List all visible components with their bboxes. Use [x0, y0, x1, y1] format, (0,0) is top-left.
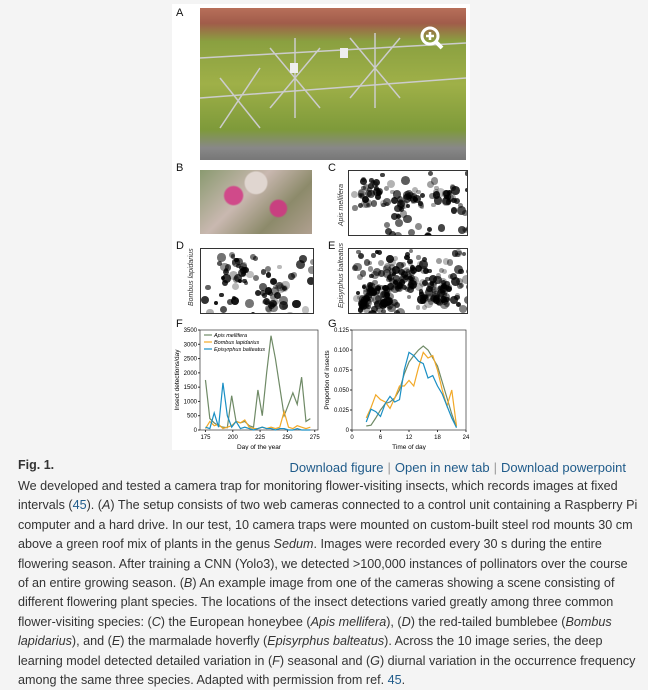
detection-dot [462, 275, 468, 284]
detection-dot [407, 286, 414, 293]
panel-label-g: G [328, 318, 337, 330]
detection-dot [436, 258, 442, 264]
detection-dot [368, 261, 372, 265]
d-ylabel: Bombus lapidarius [188, 248, 195, 306]
detection-dot [393, 281, 402, 290]
detection-dot [403, 275, 408, 280]
panel-label-d: D [176, 240, 184, 252]
detection-dot [409, 249, 413, 253]
detection-dot [401, 262, 406, 267]
detection-dot [404, 193, 411, 200]
detection-dot [413, 195, 421, 203]
chart-g-diurnal [322, 326, 470, 450]
detection-dot [416, 255, 420, 259]
detection-dot [296, 260, 305, 269]
detection-dot [373, 179, 380, 186]
detection-dot [394, 232, 402, 236]
detection-dot [451, 207, 457, 213]
detection-dot [219, 293, 223, 297]
figure-links: Download figure | Open in new tab | Download powerpoint [289, 460, 626, 475]
zoom-in-icon[interactable] [420, 26, 444, 50]
x-tick-label: 6 [378, 435, 383, 441]
detection-dot [428, 171, 433, 176]
detections-apis [348, 170, 468, 236]
detection-dot [381, 290, 389, 298]
detection-dot [371, 200, 378, 207]
detection-dot [381, 301, 385, 305]
detection-dot [363, 184, 369, 190]
detection-dot [422, 305, 427, 310]
y-axis-label: Proportion of insects [324, 350, 331, 410]
detection-dot [352, 265, 358, 271]
panel-label-b: B [176, 162, 184, 174]
detection-dot [274, 292, 281, 299]
detection-dot [465, 188, 468, 192]
panel-label-e: E [328, 240, 336, 252]
detection-dot [455, 293, 461, 299]
detection-dot [446, 285, 452, 291]
detection-dot [232, 258, 241, 267]
y-tick-label: 2500 [183, 356, 197, 363]
x-tick-label: 0 [350, 435, 354, 441]
photo-flowering-plants [200, 170, 312, 234]
detection-dot [458, 269, 463, 274]
panel-label-f: F [176, 318, 183, 330]
figure-image[interactable] [172, 4, 470, 450]
detection-dot [308, 266, 314, 274]
detection-dot [415, 223, 422, 230]
detection-dot [431, 203, 436, 208]
y-tick-label: 3500 [183, 328, 197, 334]
detection-dot [205, 285, 211, 291]
legend-entry: Bombus lapidarius [214, 340, 260, 346]
x-tick-label: 24 [462, 435, 470, 441]
x-tick-label: 18 [434, 435, 441, 441]
detection-dot [231, 254, 236, 259]
y-axis-label: Insect detections/day [174, 349, 181, 411]
x-tick-label: 275 [309, 435, 320, 441]
detection-dot [452, 250, 458, 256]
detection-dot [242, 279, 247, 284]
detection-dot [407, 295, 411, 299]
detection-dot [420, 266, 428, 274]
figure-number: Fig. 1. [18, 458, 55, 472]
x-tick-label: 175 [200, 435, 211, 441]
detection-dot [250, 254, 256, 260]
c-ylabel: Apis mellifera [338, 183, 345, 226]
figure-caption [18, 456, 638, 688]
detection-dot [393, 256, 398, 261]
detection-dot [406, 204, 410, 208]
detection-dot [464, 296, 468, 304]
detection-dot [466, 269, 468, 275]
detection-dot [427, 227, 432, 232]
detection-dot [266, 272, 271, 277]
detection-dot [438, 224, 446, 232]
detection-dot [408, 229, 415, 236]
detection-dot [386, 277, 392, 283]
y-tick-label: 0.075 [333, 368, 349, 374]
detection-dot [310, 259, 314, 265]
detection-dot [255, 290, 261, 296]
ref-link[interactable]: 45 [387, 673, 402, 688]
y-tick-label: 0.100 [333, 348, 349, 354]
detection-dot [440, 300, 449, 309]
detection-dot [292, 300, 300, 308]
x-tick-label: 200 [227, 435, 238, 441]
ref-link[interactable]: 45 [72, 498, 87, 513]
detection-dot [447, 194, 455, 202]
detection-dot [422, 294, 429, 301]
detection-dot [400, 210, 407, 217]
detection-dot [269, 304, 277, 312]
detection-dot [302, 306, 310, 314]
detection-dot [245, 299, 254, 308]
download-powerpoint-link[interactable]: Download powerpoint [500, 460, 626, 475]
detection-dot [265, 287, 272, 294]
detection-dot [367, 203, 371, 207]
detection-dot [450, 273, 457, 280]
detection-dot [288, 273, 295, 280]
detection-dot [214, 301, 219, 306]
detections-episyrphus [348, 248, 468, 314]
detection-dot [232, 283, 239, 290]
detection-dot [358, 253, 364, 259]
detection-dot [458, 203, 463, 208]
detection-dot [392, 266, 400, 274]
detections-bombus [200, 248, 314, 314]
y-tick-label: 2000 [183, 370, 197, 377]
legend-entry: Episyrphus balteatus [214, 347, 266, 353]
y-tick-label: 1000 [183, 399, 197, 406]
detection-dot [447, 259, 453, 265]
detection-dot [416, 305, 421, 310]
detection-dot [427, 269, 431, 273]
detection-dot [424, 233, 431, 236]
detection-dot [434, 186, 439, 191]
detection-dot [231, 297, 239, 305]
x-axis-label: Time of day [392, 444, 426, 450]
download-figure-link[interactable]: Download figure [289, 460, 384, 475]
detection-dot [270, 278, 277, 285]
y-tick-label: 500 [186, 413, 197, 420]
detection-dot [352, 205, 357, 210]
detection-dot [395, 219, 403, 227]
detection-dot [391, 213, 398, 220]
x-tick-label: 250 [282, 435, 293, 441]
y-tick-label: 0 [193, 428, 197, 434]
detection-dot [201, 296, 209, 304]
y-tick-label: 3000 [183, 342, 197, 349]
y-tick-label: 0.050 [333, 388, 349, 394]
y-tick-label: 0 [345, 428, 349, 434]
detection-dot [206, 309, 213, 314]
detection-dot [253, 275, 259, 281]
detection-dot [420, 193, 425, 198]
chart-f-seasonal [172, 326, 322, 450]
detection-dot [431, 177, 439, 185]
detection-dot [466, 284, 468, 291]
detection-dot [401, 176, 410, 185]
detection-dot [277, 265, 281, 269]
detection-dot [279, 296, 287, 304]
detection-dot [442, 269, 447, 274]
legend-entry: Apis mellifera [214, 333, 248, 339]
e-ylabel: Episyrphus balteatus [338, 243, 345, 308]
series-line-episyrphus-balteatus [366, 352, 456, 427]
detection-dot [420, 205, 424, 209]
x-tick-label: 12 [405, 435, 413, 441]
detection-dot [286, 312, 294, 314]
detection-dot [383, 198, 391, 206]
y-tick-label: 0.025 [333, 408, 349, 414]
detection-dot [407, 259, 413, 265]
detection-dot [371, 253, 376, 258]
detection-dot [273, 285, 277, 289]
detection-dot [217, 253, 225, 261]
panel-label-a: A [176, 7, 184, 19]
y-tick-label: 0.125 [333, 328, 349, 334]
detection-dot [462, 210, 468, 216]
x-axis-label: Day of the year [236, 444, 282, 450]
detection-dot [387, 180, 395, 188]
detection-dot [381, 309, 386, 314]
open-new-tab-link[interactable]: Open in new tab [394, 460, 490, 475]
detection-dot [380, 173, 385, 178]
detection-dot [463, 228, 468, 233]
x-tick-label: 225 [255, 435, 266, 441]
detection-dot [462, 252, 466, 256]
detection-dot [240, 267, 247, 274]
detection-dot [220, 306, 227, 313]
detection-dot [384, 222, 390, 228]
detection-dot [385, 228, 392, 235]
detection-dot [251, 312, 255, 314]
detection-dot [373, 188, 381, 196]
detection-dot [396, 308, 405, 314]
caption-text: We developed and tested a camera trap for monitoring flower-visiting insects, which records images at fixed intervals (45). (A) The setup consists of two web cameras connected to a control unit containing a Raspberry Pi computer and a hard drive. In our test, 10 camera traps were mounted on custom-built steel rod mounts 30 cm above a green roof mix of plants in the genus Sedum. Images were recorded every 30 s during the entire flowering season. After training a CNN (Yolo3), we detected >100,000 instances of pollinators over the course of an entire growing season. (B) An example image from one of the cameras showing a scene consisting of different flowering plant species. The locations of the insect detections varied greatly among three common flower-visiting species: (C) the European honeybee (Apis mellifera), (D) the red-tailed bumblebee (Bombus lapidarius), and (E) the marmalade hoverfly (Episyrphus balteatus). Across the 10 image series, the deep learning model detected detailed variation in (F) seasonal and (G) diurnal variation in the occurrence frequency among the same three species. Adapted with permission from ref. 45. [18, 479, 638, 688]
y-tick-label: 1500 [183, 385, 197, 392]
detection-dot [357, 274, 363, 280]
detection-dot [307, 277, 314, 285]
detection-dot [465, 171, 468, 175]
panel-label-c: C [328, 162, 336, 174]
detection-dot [467, 302, 468, 308]
